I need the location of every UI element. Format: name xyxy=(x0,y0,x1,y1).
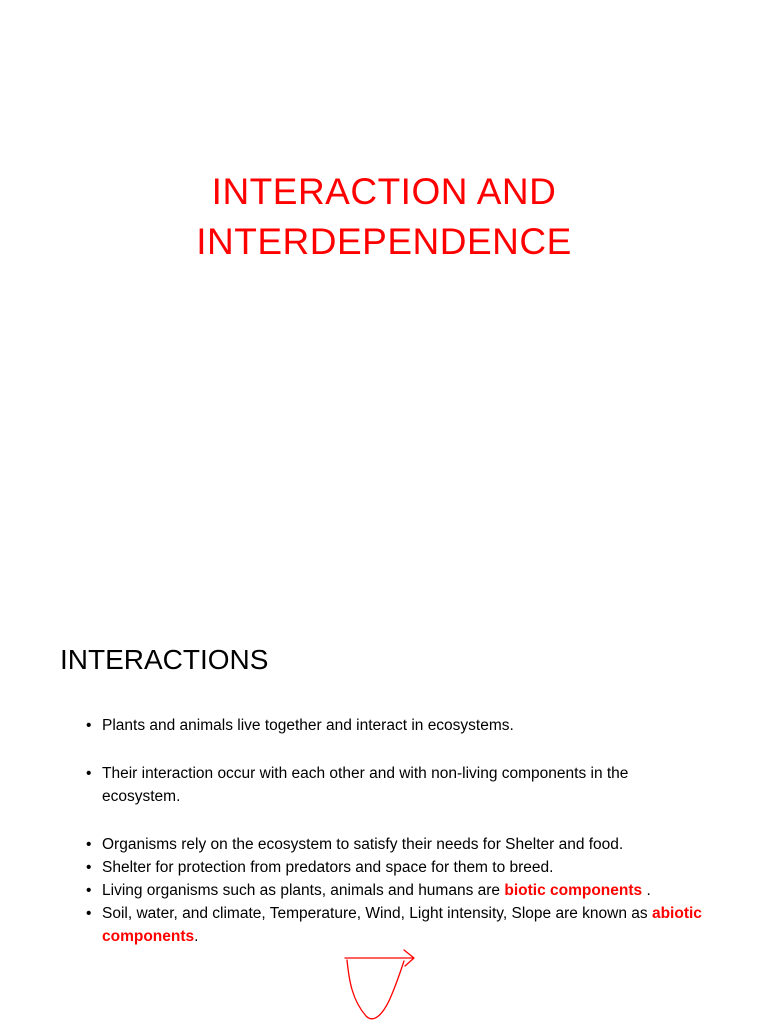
section-heading: INTERACTIONS xyxy=(60,644,269,675)
bullet-text: Their interaction occur with each other and with non-living components in the ecosystem. xyxy=(102,765,629,805)
bullet-dot: • xyxy=(86,717,92,734)
bullet-dot: • xyxy=(86,765,92,782)
bullet-dot: • xyxy=(86,836,92,853)
content-slide xyxy=(0,578,768,1024)
pen-stroke xyxy=(345,950,414,1019)
bullet-item xyxy=(86,902,706,948)
bullet-text xyxy=(102,905,702,945)
bullet-dot: • xyxy=(86,859,92,876)
bullet-text: Plants and animals live together and interact in ecosystems. xyxy=(102,717,514,734)
biotic-components-term: biotic components xyxy=(504,882,643,899)
bullet-item xyxy=(86,856,706,879)
bullet-text-before: Living organisms such as plants, animals and humans are xyxy=(102,882,505,899)
bullet-text-before: Soil, water, and climate, Temperature, Wind, Light intensity, Slope are known as xyxy=(102,905,652,922)
bullet-dot: • xyxy=(86,905,92,922)
bullet-item xyxy=(86,879,706,902)
bullet-dot: • xyxy=(86,882,92,899)
bullet-list xyxy=(86,714,706,948)
bullet-item xyxy=(86,762,706,808)
bullet-item xyxy=(86,833,706,856)
bullet-text-after: . xyxy=(194,928,199,945)
abiotic-components-term: abiotic components xyxy=(102,905,702,945)
slide-title-line-2: INTERDEPENDENCE xyxy=(196,221,572,262)
bullet-item xyxy=(86,714,706,737)
slide-title-line-1: INTERACTION AND xyxy=(211,171,557,212)
pen-annotation-icon xyxy=(330,944,430,1024)
bullet-text xyxy=(102,882,651,899)
bullet-text: Organisms rely on the ecosystem to satisfy their needs for Shelter and food. xyxy=(102,836,624,853)
bullet-text: Shelter for protection from predators and space for them to breed. xyxy=(102,859,554,876)
bullet-text-after: . xyxy=(642,882,651,899)
slide-title xyxy=(0,167,768,267)
